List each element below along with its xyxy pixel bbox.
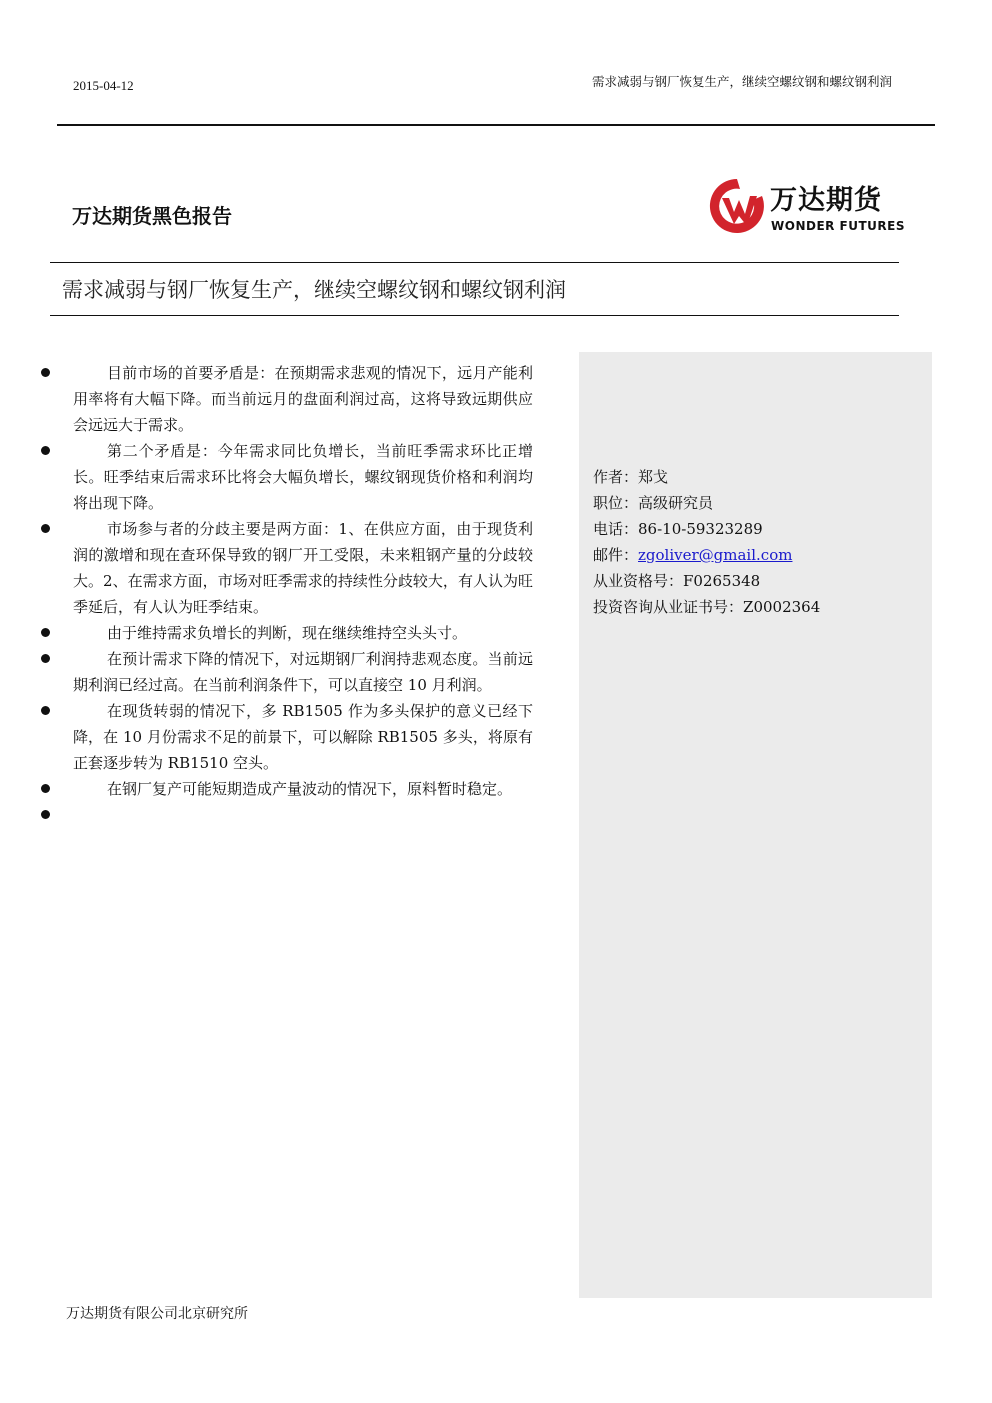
- summary-bullets: [73, 360, 533, 828]
- bullet-item-empty: [73, 802, 533, 828]
- title-top-rule: [50, 262, 899, 263]
- author-position: 高级研究员: [638, 494, 714, 512]
- author-license: F0265348: [683, 572, 761, 590]
- bullet-item: 在现货转弱的情况下，多 RB1505 作为多头保护的意义已经下降，在 10 月份需求不足的前景下，可以解除 RB1505 多头，将原有正套逐步转为 RB1510 空头。: [73, 698, 533, 776]
- header-title: 需求减弱与钢厂恢复生产，继续空螺纹钢和螺纹钢利润: [591, 74, 892, 89]
- author-phone-row: 电话：86-10-59323289: [593, 520, 763, 538]
- bullet-icon: [39, 802, 73, 828]
- bullet-item: 第二个矛盾是：今年需求同比负增长，当前旺季需求环比正增长。旺季结束后需求环比将会大幅负增长，螺纹钢现货价格和利润均将出现下降。: [73, 438, 533, 516]
- header-rule: [57, 124, 935, 126]
- author-info: [593, 464, 820, 620]
- author-phone: 86-10-59323289: [638, 520, 763, 538]
- bullet-icon: [39, 698, 73, 724]
- bullet-item: 市场参与者的分歧主要是两方面：1、在供应方面，由于现货利润的激增和现在查环保导致的钢厂开工受限，未来粗钢产量的分歧较大。2、在需求方面，市场对旺季需求的持续性分歧较大，有人认为旺季延后，有人认为旺季结束。: [73, 516, 533, 620]
- company-logo: [706, 176, 916, 236]
- report-name: 万达期货黑色报告: [72, 204, 232, 228]
- author-advisory-row: 投资咨询从业证书号：Z0002364: [593, 598, 821, 616]
- main-title: 需求减弱与钢厂恢复生产，继续空螺纹钢和螺纹钢利润: [62, 278, 566, 302]
- title-bottom-rule: [50, 315, 899, 316]
- bullet-item: 在钢厂复产可能短期造成产量波动的情况下，原料暂时稳定。: [73, 776, 533, 802]
- bullet-icon: [39, 776, 73, 802]
- bullet-item: 在预计需求下降的情况下，对远期钢厂利润持悲观态度。当前远期利润已经过高。在当前利润条件下，可以直接空 10 月利润。: [73, 646, 533, 698]
- bullet-item: 目前市场的首要矛盾是：在预期需求悲观的情况下，远月产能利用率将有大幅下降。而当前远月的盘面利润过高，这将导致远期供应会远远大于需求。: [73, 360, 533, 438]
- bullet-icon: [39, 516, 73, 542]
- logo-en-text: WONDER FUTURES: [771, 219, 906, 233]
- bullet-icon: [39, 646, 73, 672]
- bullet-item: 由于维持需求负增长的判断，现在继续维持空头头寸。: [73, 620, 533, 646]
- author-name-row: 作者：郑戈: [593, 468, 669, 486]
- footer-org: 万达期货有限公司北京研究所: [66, 1306, 248, 1322]
- bullet-icon: [39, 438, 73, 464]
- bullet-icon: [39, 620, 73, 646]
- author-name: 郑戈: [638, 468, 669, 486]
- header-date: 2015-04-12: [73, 78, 134, 93]
- author-license-row: 从业资格号：F0265348: [593, 572, 761, 590]
- author-email-link[interactable]: zgoliver@gmail.com: [638, 546, 793, 564]
- logo-cn-text: 万达期货: [770, 185, 882, 216]
- bullet-icon: [39, 360, 73, 386]
- logo-mark-icon: [706, 176, 768, 236]
- author-advisory: Z0002364: [743, 598, 821, 616]
- author-position-row: 职位：高级研究员: [593, 494, 714, 512]
- author-email-row: 邮件：zgoliver@gmail.com: [593, 546, 793, 564]
